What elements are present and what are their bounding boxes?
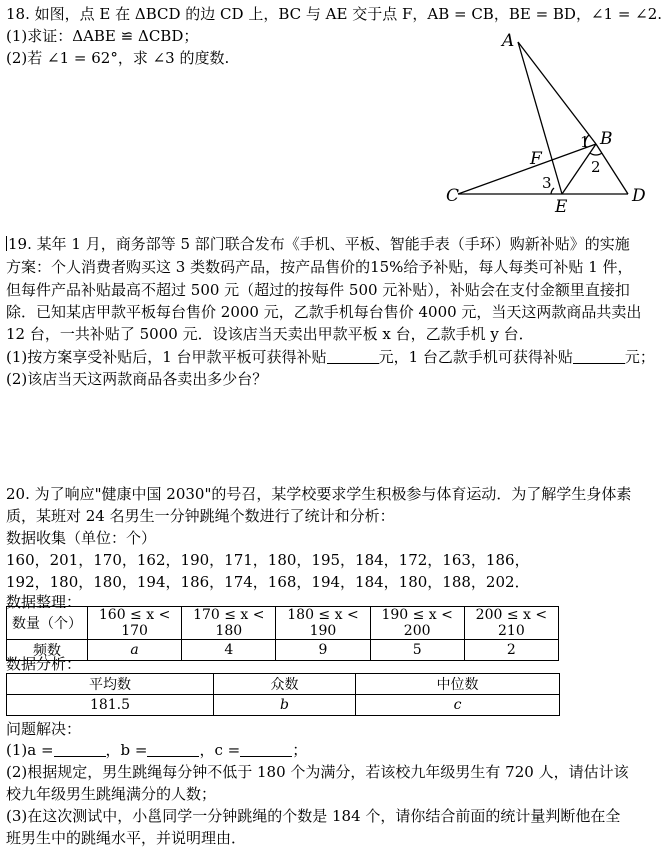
label-b: B [600,129,613,149]
angle-3-label: 3 [542,174,552,192]
answer-blank-tablet[interactable] [327,349,379,364]
freq-row-cell: 4 [182,640,276,661]
stats-table [6,673,560,716]
freq-header-cell: 200 ≤ x < 210 [464,607,558,640]
stats-table-header [7,674,560,695]
freq-row-cell: a [88,640,182,661]
q18-part2: (2)若 ∠1 = 62°，求 ∠3 的度数. [6,49,230,67]
label-a: A [502,32,515,51]
freq-header-cell: 170 ≤ x < 180 [182,607,276,640]
q19-part1-text-a: (1)按方案享受补贴后，1 台甲款平板可获得补贴 [6,348,327,366]
segment-ab [518,42,596,144]
q19-part1 [6,347,655,367]
q20-part1 [6,740,307,760]
analysis-title: 数据分析： [6,655,82,673]
q20-line1: 20. 为了响应"健康中国 2030"的号召，某学校要求学生积极参与体育运动．为了解学生身体素 [6,485,632,503]
freq-header-cell: 190 ≤ x < 200 [370,607,464,640]
q20-part3-line2: 班男生中的跳绳水平，并说明理由． [6,829,247,847]
q19-part1-text-b: 元，1 台乙款手机可获得补贴 [378,348,573,366]
stats-row-cell: b [214,695,356,716]
answer-blank-phone[interactable] [573,349,625,364]
frequency-table [6,606,559,661]
stats-header-cell: 平均数 [7,674,214,695]
answer-blank-c[interactable] [240,742,292,757]
q20-part2-line1: (2)根据规定，男生跳绳每分钟不低于 180 个为满分，若该校九年级男生有 720 人，请估计该 [6,763,629,781]
freq-header-cell: 160 ≤ x < 170 [88,607,182,640]
stats-table-row [7,695,560,716]
label-d: D [632,186,646,206]
frequency-table-header [7,607,559,640]
data-row-1: 160，201，170，162，190，171，180，195，184，172，163，186， [6,551,530,569]
q20-part1-b-label: ，b = [105,741,148,759]
stats-row-cell: 181.5 [7,695,214,716]
angle-1-label: 1 [580,133,590,151]
q20-part1-end: ； [292,741,308,759]
q20-part1-a-label: (1)a = [6,741,54,759]
segment-bd [596,144,628,194]
q18-part1: (1)求证：ΔABE ≌ ΔCBD； [6,27,199,45]
q19-line3: 但每件产品补贴最高不超过 500 元（超过的按每件 500 元补贴），补贴会在支付金额里直接扣 [6,281,630,299]
q19-line1-text: 19. 某年 1 月，商务部等 5 部门联合发布《手机、平板、智能手表（手环）购新补贴》的实施 [8,235,630,253]
q19-part2: (2)该店当天这两款商品各卖出多少台？ [6,370,268,388]
freq-row-cell: 5 [370,640,464,661]
answer-blank-a[interactable] [54,742,106,757]
freq-header-cell: 180 ≤ x < 190 [276,607,370,640]
freq-row-cell: 频数 [7,640,88,661]
segment-ae [518,42,562,194]
segment-cb [458,144,596,194]
triangle-diagram [438,32,658,218]
organize-title: 数据整理： [6,593,82,611]
q18-stem: 18. 如图，点 E 在 ΔBCD 的边 CD 上，BC 与 AE 交于点 F，AB = CB，BE = BD，∠1 = ∠2. [6,5,663,23]
q19-line4: 除．已知某店甲款平板每台售价 2000 元，乙款手机每台售价 4000 元，当天这两款商品共卖出 [6,303,642,321]
solve-title: 问题解决： [6,720,82,738]
freq-row-cell: 9 [276,640,370,661]
freq-header-cell: 数量（个） [7,607,88,640]
q20-part3-line1: (3)在这次测试中，小邕同学一分钟跳绳的个数是 184 个，请你结合前面的统计量判断他在全 [6,807,621,825]
q19-part1-text-c: 元； [624,348,655,366]
angle-2-arc [590,153,602,155]
frequency-table-row [7,640,559,661]
collect-title: 数据收集（单位：个） [6,529,157,547]
q19-line5: 12 台，一共补贴了 5000 元．设该店当天卖出甲款平板 x 台，乙款手机 y 台． [6,325,534,343]
stats-header-cell: 中位数 [356,674,560,695]
q20-part2-line2: 校九年级男生跳绳满分的人数； [6,785,217,803]
q20-part1-c-label: ，c = [199,741,241,759]
q19-line2: 方案：个人消费者购买这 3 类数码产品，按产品售价的15%给予补贴，每人每类可补贴 1 件， [6,258,633,276]
label-c: C [446,186,460,206]
q20-line2: 质，某班对 24 名男生一分钟跳绳个数进行了统计和分析： [6,507,395,525]
q19-line1 [6,234,630,254]
text-cursor [6,236,7,251]
label-f: F [530,149,542,169]
stats-header-cell: 众数 [214,674,356,695]
stats-row-cell: c [356,695,560,716]
label-e: E [555,197,568,217]
freq-row-cell: 2 [464,640,558,661]
angle-2-label: 2 [591,158,601,176]
answer-blank-b[interactable] [147,742,199,757]
data-row-2: 192，180，180，194，186，174，168，194，184，180，188，202． [6,573,530,591]
